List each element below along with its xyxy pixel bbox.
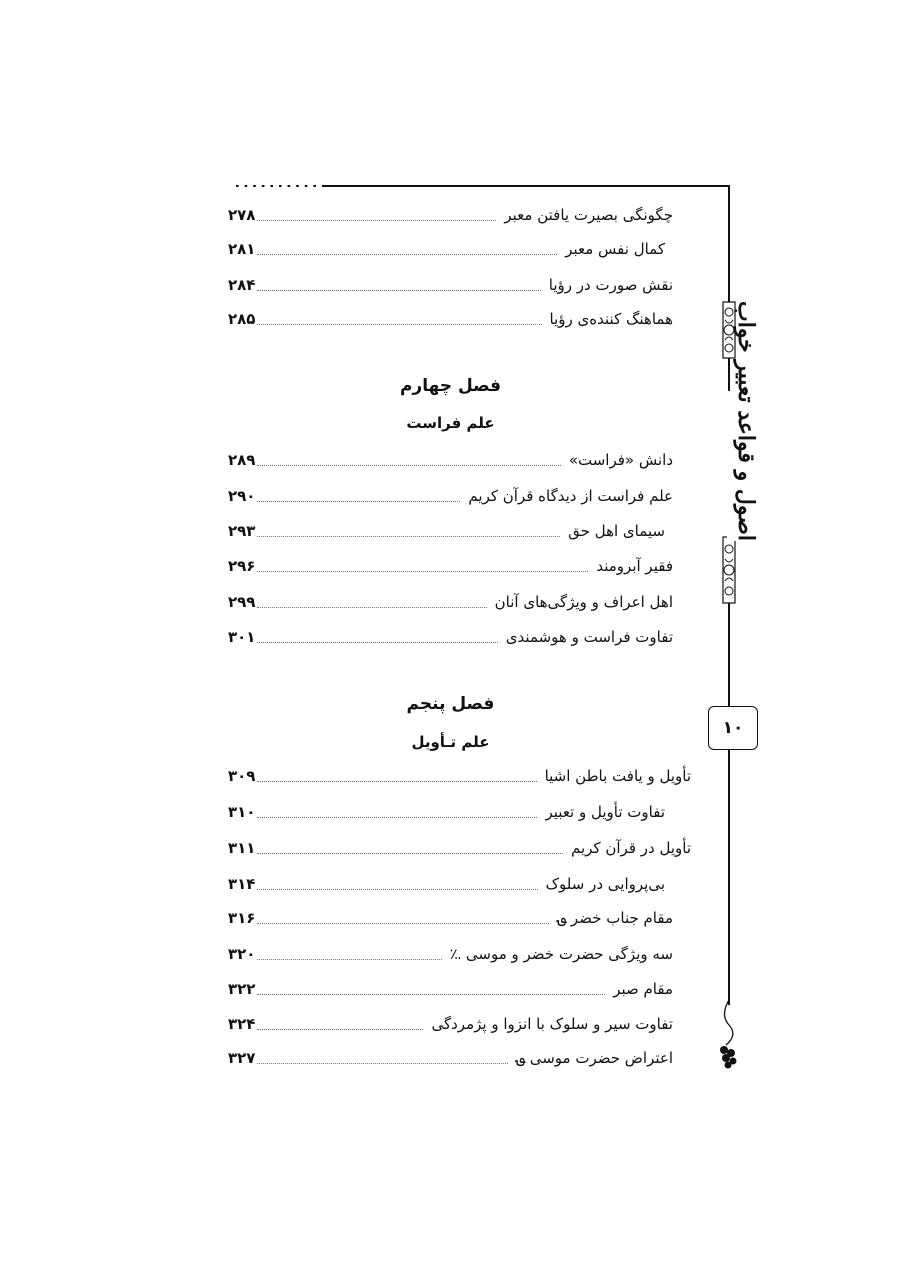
dot-leader [257,607,486,608]
vine-ornament-icon [716,1000,742,1070]
page-number: ۱۰ [722,718,744,738]
toc-entry[interactable]: فقیر آبرومند ۲۹۶ [228,557,673,575]
dot-leader [257,781,536,782]
toc-entry[interactable]: تأویل و یافت باطن اشیا ۳۰۹ [228,767,691,785]
dot-leader [257,324,541,325]
book-title-vertical: اصول و قواعد تعبیر خواب [727,391,759,541]
toc-entry[interactable]: نقش صورت در رؤیا ۲۸۴ [228,276,673,294]
dot-leader [257,220,496,221]
toc-entry[interactable]: تفاوت سیر و سلوک با انزوا و پژمردگی ۳۲۴ [228,1015,673,1033]
chapter-heading: فصل پنجم [406,694,495,714]
dot-leader [257,536,560,537]
toc-entry[interactable]: کمال نفس معبر ۲۸۱ [228,240,665,258]
toc-entry[interactable]: تفاوت فراست و هوشمندی ۳۰۱ [228,628,673,646]
page-number-badge [708,706,758,750]
toc-entry[interactable]: سیمای اهل حق ۲۹۳ [228,522,665,540]
toc-entry[interactable]: هماهنگ کننده‌ی رؤیا ۲۸۵ [228,310,673,328]
chapter-subtitle: علم فراست [406,414,495,432]
dot-leader [257,290,540,291]
toc-entry[interactable]: چگونگی بصیرت یافتن معبر ۲۷۸ [228,206,673,224]
toc-entry[interactable]: بی‌پروایی در سلوک ۳۱۴ [228,875,665,893]
toc-entry[interactable]: سه ویژگی حضرت خضر و موسی ؉ ۳۲۰ [228,945,673,963]
dot-leader [257,959,441,960]
dot-leader [257,642,497,643]
dot-leader [257,465,560,466]
dot-leader [257,853,563,854]
toc-entry[interactable]: اعتراض حضرت موسی ؈ ۳۲۷ [228,1049,673,1067]
header-rule-dash [230,184,322,187]
dot-leader [257,501,460,502]
toc-entry[interactable]: علم فراست از دیدگاه قرآن کریم ۲۹۰ [228,487,673,505]
dot-leader [257,889,537,890]
toc-entry[interactable]: تأویل در قرآن کریم ۳۱۱ [228,839,691,857]
dot-leader [257,994,605,995]
dot-leader [257,254,557,255]
dot-leader [257,817,537,818]
dot-leader [257,923,549,924]
dot-leader [257,571,588,572]
floral-ornament-icon [716,535,742,605]
toc-entry[interactable]: اهل اعراف و ویژگی‌های آنان ۲۹۹ [228,593,673,611]
toc-entry[interactable]: مقام جناب خضر ؈ ۳۱۶ [228,909,673,927]
dot-leader [257,1029,423,1030]
dot-leader [257,1063,508,1064]
chapter-heading: فصل چهارم [399,376,502,396]
toc-entry[interactable]: مقام صبر ۳۲۲ [228,980,673,998]
toc-entry[interactable]: تفاوت تأویل و تعبیر ۳۱۰ [228,803,665,821]
chapter-subtitle: علم تـأویل [411,733,490,751]
toc-entry[interactable]: دانش «فراست» ۲۸۹ [228,451,673,469]
